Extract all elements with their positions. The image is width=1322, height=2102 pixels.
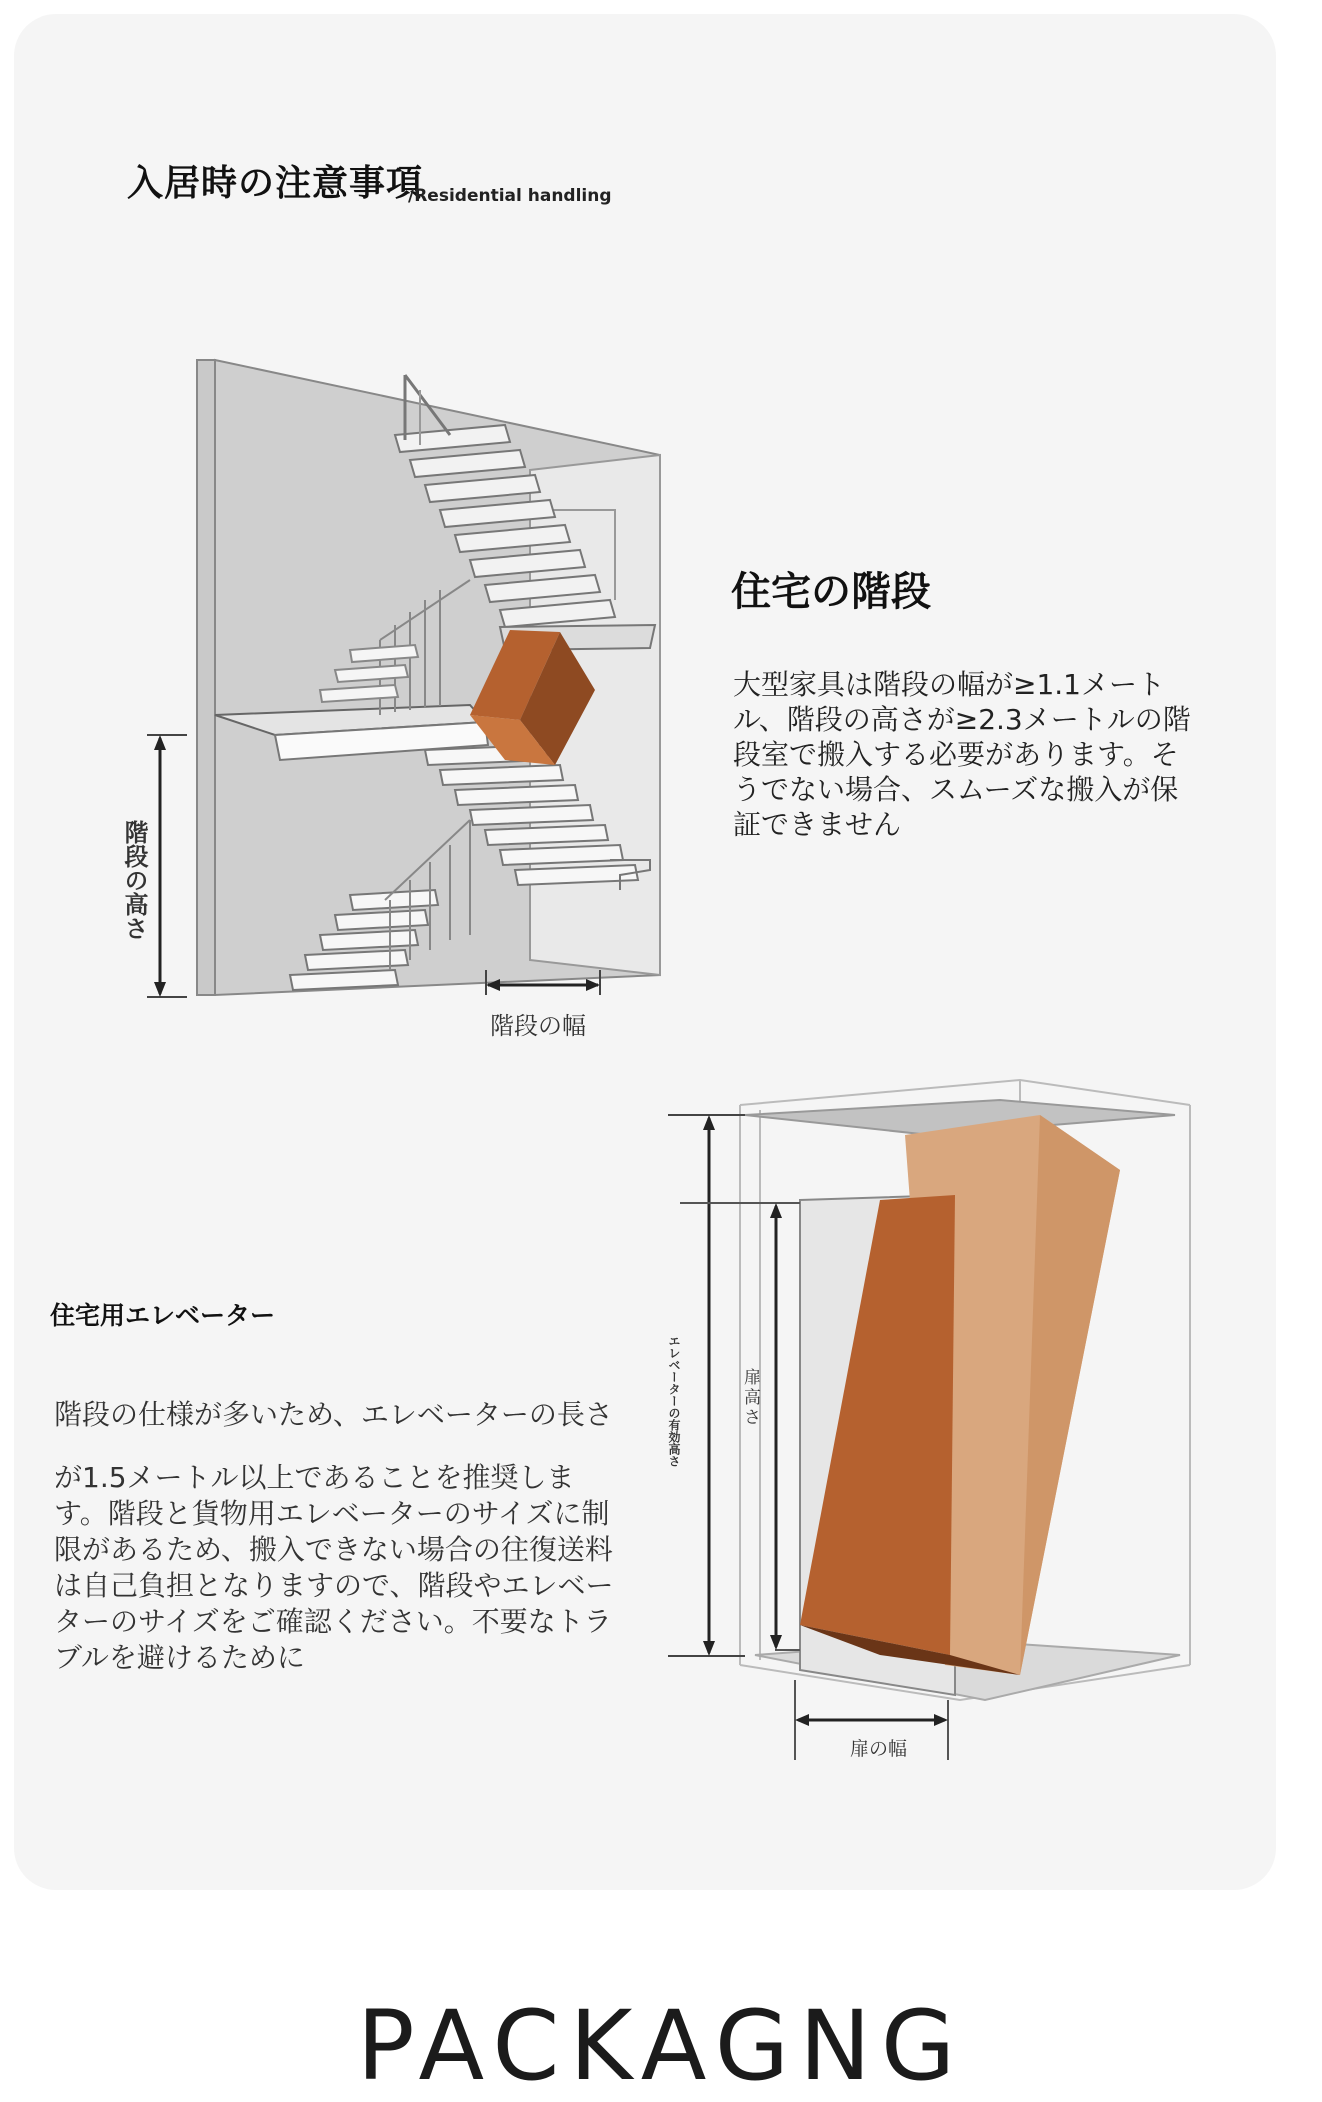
stairs-description: 大型家具は階段の幅が≥1.1メートル、階段の高さが≥2.3メートルの階段室で搬入する必要があります。そうでない場合、スムーズな搬入が保証できません — [733, 668, 1191, 841]
elevator-description: が1.5メートル以上であることを推奨します。階段と貨物用エレベーターのサイズに制限があるため、搬入できない場合の往復送料は自己負担となりますので、階段やエレベーターのサイズをご確認ください。不要なトラブルを避けるために — [54, 1461, 614, 1674]
stair-height-label: 階段の高さ — [120, 820, 148, 940]
elevator-description-line1: 階段の仕様が多いため、エレベーターの長さ — [54, 1398, 613, 1431]
elevator-heading: 住宅用エレベーター — [50, 1301, 276, 1330]
door-width-label: 扉の幅 — [850, 1738, 908, 1760]
stairwell-illustration — [147, 360, 660, 997]
door-height-label: 扉高さ — [744, 1368, 761, 1428]
footer-packaging-title: PACKAGNG — [356, 1990, 966, 2102]
elevator-effective-height-label: エレベーターの有効高さ — [667, 1335, 681, 1467]
page-title: 入居時の注意事項 — [127, 163, 424, 204]
stair-width-label: 階段の幅 — [490, 1012, 586, 1040]
page-subtitle: /Residential handling — [408, 186, 612, 206]
stairs-heading: 住宅の階段 — [731, 569, 931, 615]
